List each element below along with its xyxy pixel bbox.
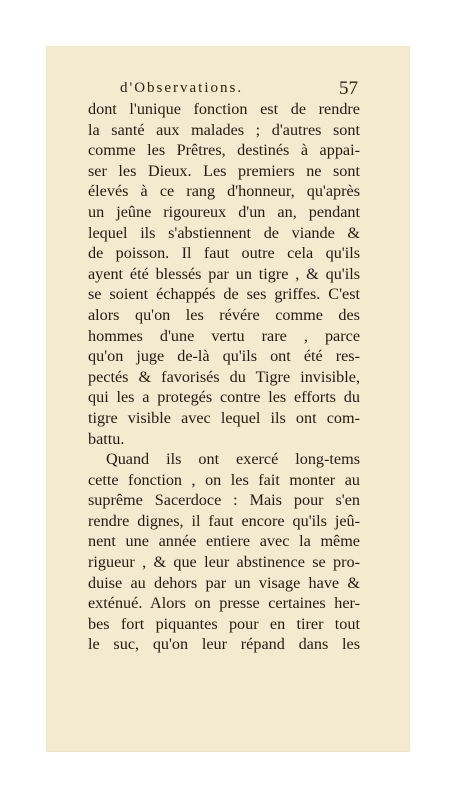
text-line: se soient échappés de ses griffes. C'est	[88, 285, 360, 304]
body-text	[88, 99, 360, 655]
text-line: de poisson. Il faut outre cela qu'ils	[88, 244, 360, 263]
text-line: le suc, qu'on leur répand dans les	[88, 635, 360, 654]
text-line: un jeûne rigoureux d'un an, pendant	[88, 202, 360, 221]
page-number: 57	[339, 78, 358, 99]
text-line: lequel ils s'abstiennent de viande &	[88, 223, 360, 242]
paragraph-start-line: Quand ils ont exercé long-tems	[106, 450, 360, 469]
text-line: la santé aux malades ; d'autres sont	[88, 120, 360, 139]
paragraph-end-line: battu.	[88, 429, 125, 448]
text-line: ser les Dieux. Les premiers ne sont	[88, 161, 360, 180]
text-line: rendre dignes, il faut encore qu'ils jeû-	[88, 511, 360, 530]
text-line: rigueur , & que leur abstinence se pro-	[88, 553, 360, 572]
text-line: élevés à ce rang d'honneur, qu'après	[88, 182, 360, 201]
text-line: tigre visible avec lequel ils ont com-	[88, 408, 360, 427]
text-line: duise au dehors par un visage have &	[88, 573, 360, 592]
text-line: bes fort piquantes pour en tirer tout	[88, 614, 360, 633]
text-line: hommes d'une vertu rare , parce	[88, 326, 360, 345]
text-line: pectés & favorisés du Tigre invisible,	[88, 367, 360, 386]
text-line: alors qu'on les révére comme des	[88, 305, 360, 324]
running-head: d'Observations.	[120, 80, 244, 96]
text-line: nent une année entiere avec la même	[88, 532, 360, 551]
text-line: comme les Prêtres, destinés à appai-	[88, 141, 360, 160]
text-line: exténué. Alors on presse certaines her-	[88, 594, 360, 613]
text-line: suprême Sacerdoce : Mais pour s'en	[88, 491, 360, 510]
text-line: qu'on juge de-là qu'ils ont été res-	[88, 347, 360, 366]
text-line: cette fonction , on les fait monter au	[88, 470, 360, 489]
text-line: dont l'unique fonction est de rendre	[88, 100, 360, 118]
text-line: ayent été blessés par un tigre , & qu'ils	[88, 264, 360, 283]
text-line: qui les a protegés contre les efforts du	[88, 388, 360, 407]
